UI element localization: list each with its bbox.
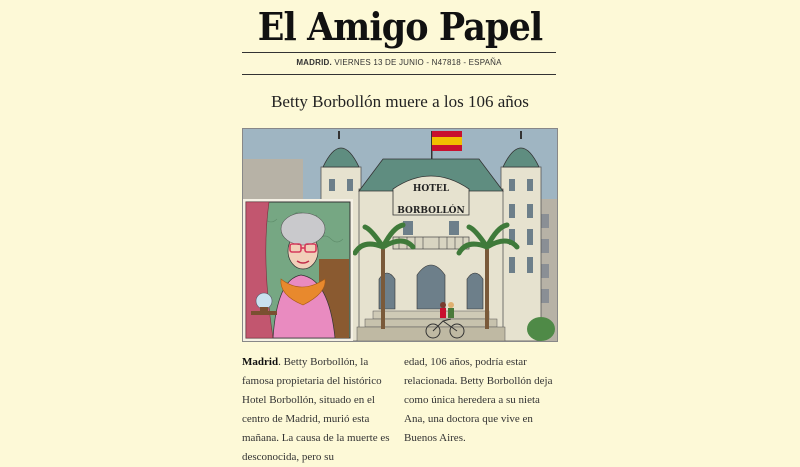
article-headline: Betty Borbollón muere a los 106 años — [271, 92, 529, 111]
newspaper-masthead: El Amigo Papel — [257, 4, 543, 49]
top-rule — [242, 52, 556, 53]
bottom-rule — [242, 74, 556, 75]
hotel-sign-line2: BORBOLLÓN — [397, 206, 465, 216]
dateline — [242, 58, 556, 67]
dateline-details: VIERNES 13 DE JUNIO - N47818 - ESPAÑA — [334, 58, 502, 67]
article-illustration — [242, 128, 558, 342]
article-lead-city: Madrid — [242, 356, 279, 368]
portrait-inset — [243, 199, 353, 341]
article-column-2: edad, 106 años, podría estar relacionada. Betty Borbollón deja como única heredera a su nieta Ana, una doctora que vive en Buenos Aires. — [404, 356, 553, 444]
dateline-city: MADRID. — [296, 58, 332, 67]
article-column-1-text: . Betty Borbollón, la famosa propietaria del histórico Hotel Borbollón, situado en el centro de Madrid, murió esta mañana. La causa de la muerte es desconocida, pero su — [242, 356, 390, 463]
hotel-illustration — [243, 129, 557, 341]
hotel-sign-line1: HOTEL — [412, 184, 450, 194]
